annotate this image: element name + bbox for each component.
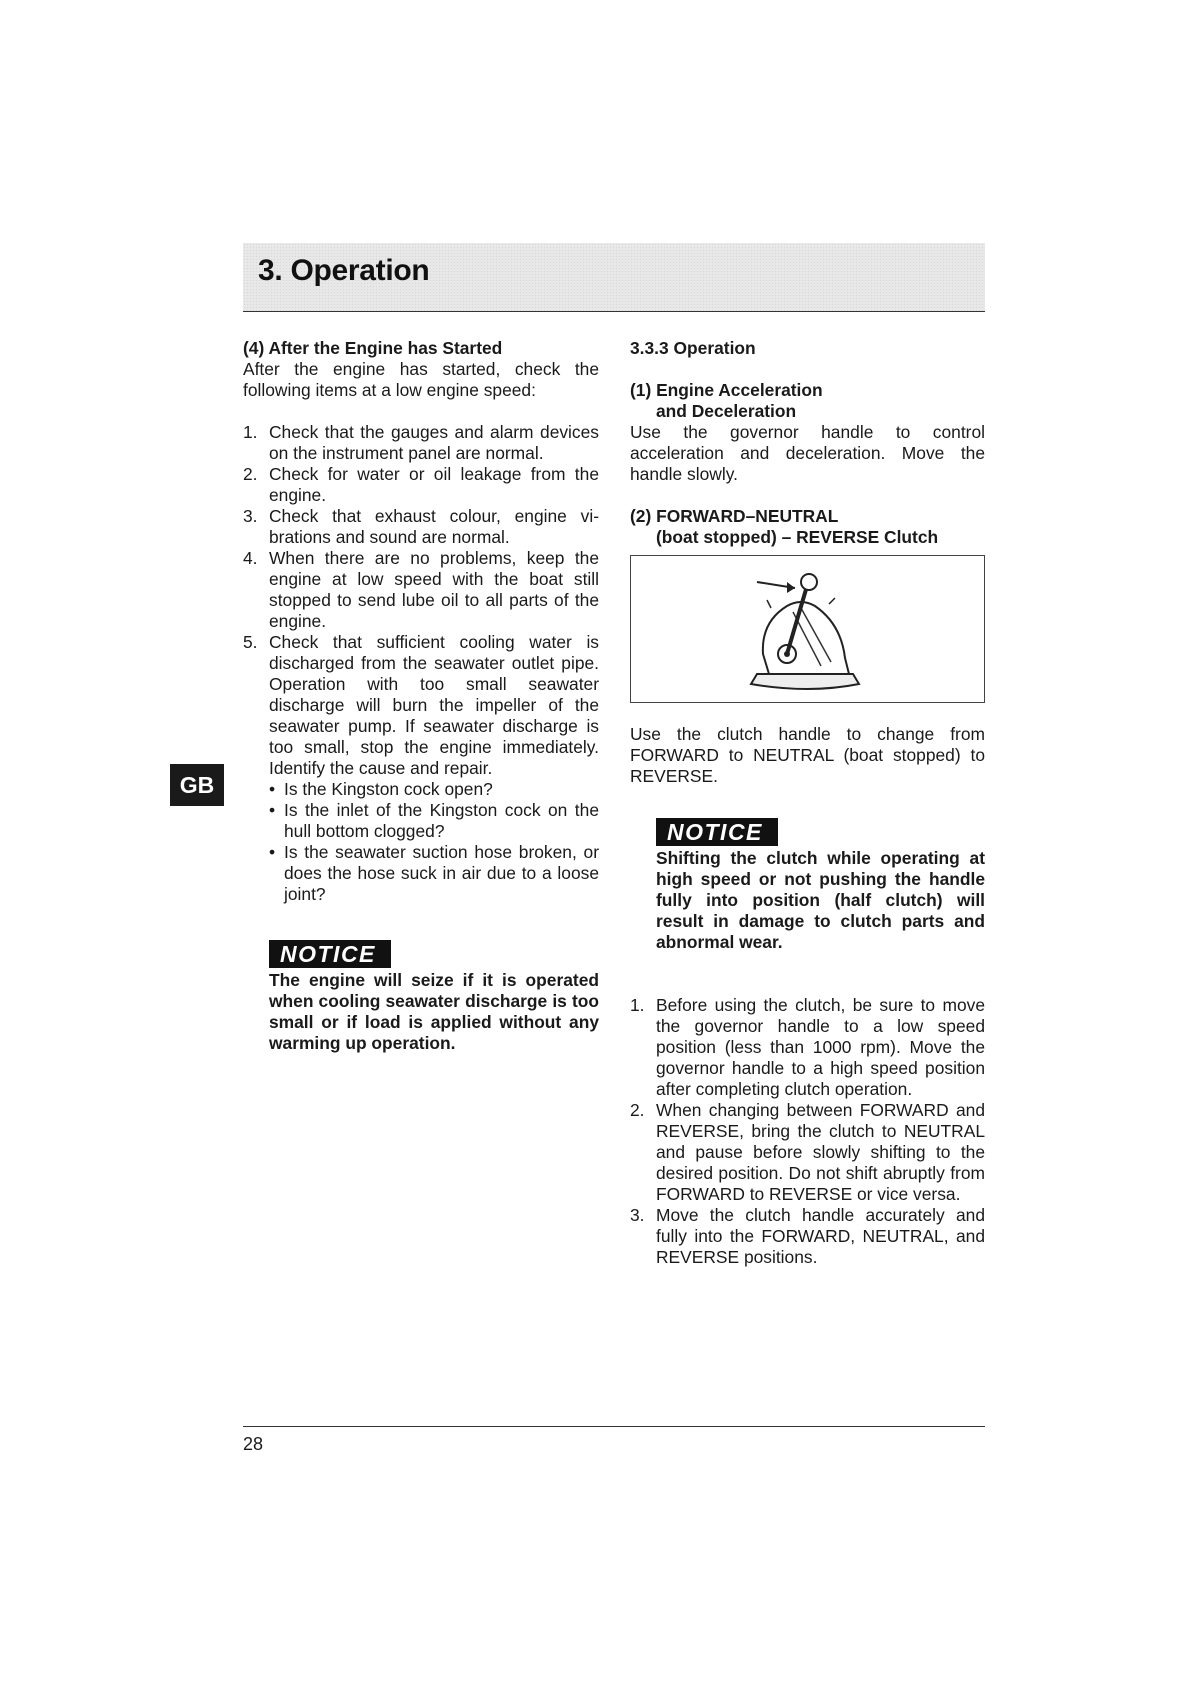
notice-box-clutch xyxy=(630,818,985,953)
list-item: 3. Check that exhaust colour, engine vi-brations and sound are normal. xyxy=(243,506,599,547)
notice-badge: NOTICE xyxy=(269,940,391,968)
subheading-acceleration: (1) Engine Acceleration xyxy=(630,380,823,400)
bullet-item: • Is the Kingston cock open? xyxy=(269,779,493,799)
list-item: 2. When changing between FORWARD and REVERSE, bring the clutch to NEUTRAL and pause before slowly shifting to the desired position. Do not shift abruptly from FORWARD to REVERSE or vice versa. xyxy=(630,1100,985,1204)
page-title: 3. Operation xyxy=(258,254,430,287)
notice-text: The engine will seize if it is operated when cooling seawater discharge is too small or if load is applied without any warming up operation. xyxy=(269,970,599,1053)
notice-badge: NOTICE xyxy=(656,818,778,846)
list-item: 3. Move the clutch handle accurately and fully into the FORWARD, NEUTRAL, and REVERSE positions. xyxy=(630,1205,985,1267)
language-tab: GB xyxy=(170,764,224,806)
subheading-acceleration-line2: and Deceleration xyxy=(656,401,797,421)
list-item: 1. Before using the clutch, be sure to move the governor handle to a low speed position (less than 1000 rpm). Move the governor handle to a high speed position after completing clutch operation. xyxy=(630,995,985,1099)
subheading-clutch: (2) FORWARD–NEUTRAL xyxy=(630,506,839,526)
acceleration-paragraph: Use the governor handle to control acceleration and deceleration. Move the handle slowly. xyxy=(630,422,985,484)
clutch-lever-illustration xyxy=(749,562,869,694)
clutch-list xyxy=(630,995,985,1268)
cause-bullets xyxy=(269,779,599,905)
bullet-item: • Is the seawater suction hose broken, or does the hose suck in air due to a loose joint? xyxy=(269,842,599,904)
section-heading-after-start: (4) After the Engine has Started xyxy=(243,338,503,358)
subheading-clutch-line2: (boat stopped) – REVERSE Clutch xyxy=(656,527,939,547)
list-item: 1. Check that the gauges and alarm devices on the instrument panel are normal. xyxy=(243,422,599,463)
section-title-operation: 3.3.3 Operation xyxy=(630,338,756,358)
header-divider xyxy=(243,311,985,312)
notice-text: Shifting the clutch while operating at high speed or not pushing the handle fully into position (half clutch) will result in damage to clutch parts and abnormal wear. xyxy=(656,848,985,952)
footer-divider xyxy=(243,1426,985,1427)
check-list xyxy=(243,422,599,905)
left-column xyxy=(243,338,599,1054)
right-column xyxy=(630,338,985,1268)
list-item: 5. Check that sufficient cooling water is discharged from the seawater outlet pipe. Operation with too small seawater discharge will burn the impeller of the seawater pump. If seawater discharge is too small, stop the engine immediately. Identify the cause and repair. • Is the Kingston cock open? • Is the inlet of the Kingston cock on the hull bottom clogged? • Is the seawater suction hose broken, or does the hose suck in air due to a loose joint? xyxy=(243,632,599,904)
figure-caption: Use the clutch handle to change from FORWARD to NEUTRAL (boat stopped) to REVERSE. xyxy=(630,724,985,786)
intro-paragraph: After the engine has started, check the following items at a low engine speed: xyxy=(243,359,599,400)
list-item: 2. Check for water or oil leakage from the engine. xyxy=(243,464,599,505)
list-item: 4. When there are no problems, keep the engine at low speed with the boat still stopped to send lube oil to all parts of the engine. xyxy=(243,548,599,631)
page-number: 28 xyxy=(243,1434,264,1454)
clutch-lever-figure xyxy=(630,555,985,703)
bullet-item: • Is the inlet of the Kingston cock on the hull bottom clogged? xyxy=(269,800,599,841)
notice-box-engine xyxy=(243,940,599,1054)
